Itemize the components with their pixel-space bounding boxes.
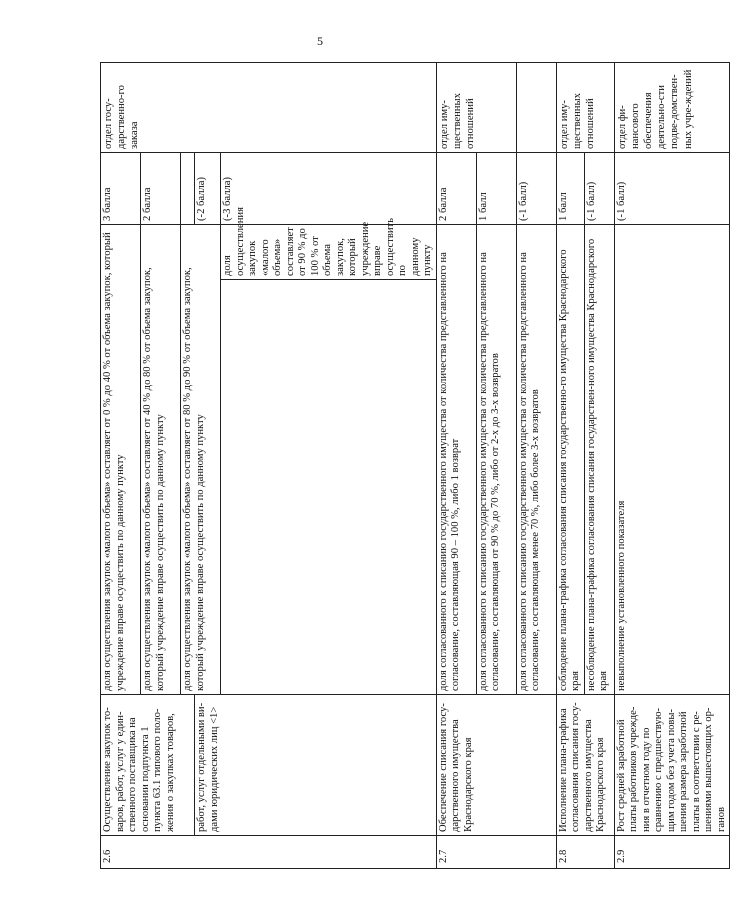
table-row	[556, 62, 584, 868]
row-number: 2.9	[614, 836, 730, 869]
score-cell: (-1 балл)	[584, 152, 614, 224]
criterion-cell: невыполнение установленного показателя	[614, 224, 730, 694]
criterion-cell: доля осуществления закупок «малого объема» составляет от 80 % до 90 % от объема закупок, который учреждение вправе осуществить по данному пункту	[181, 224, 221, 694]
table-row	[436, 62, 476, 868]
rotated-table-container	[100, 63, 727, 869]
responsible-cell: отдел госу-дарственно-го заказа	[101, 62, 437, 152]
indicator-cell: Рост средней заработной платы работников учрежде-ния в отчетном году по сравнению с предшествую-щим годом без учета повы-шения размера заработной платы в соответствии с ре-шениями вышестоящих ор-ганов	[614, 695, 730, 836]
criterion-cell: доля осуществления закупок «малого объема» составляет от 90 % до 100 % от объема закупок, который учреждение вправе осуществить по данному пункту	[221, 224, 437, 279]
indicator-cell: работ, услуг отдельными ви-дами юридических лиц <1>	[195, 695, 437, 836]
indicator-cell: Исполнение плана-графика согласования списания госу-дарственного имущества Краснодарского края	[556, 695, 614, 836]
criterion-cell: соблюдение плана-графика согласования списания государственно-го имущества Краснодарского края	[556, 224, 584, 694]
page-number: 5	[317, 34, 323, 48]
score-cell: (-1 балл)	[516, 152, 556, 224]
indicator-cell: Обеспечение списания госу-дарственного имущества Краснодарского края	[436, 695, 556, 836]
indicator-cell: Осуществление закупок то-варов, работ, услуг у един-ственного поставщика на основании подпункта 1 пункта 63.1 типового поло-жения о закупках товаров,	[101, 695, 195, 836]
row-number: 2.7	[436, 836, 556, 869]
responsible-cell: отдел иму-щественных отношений	[436, 62, 516, 152]
criterion-cell: доля осуществления закупок «малого объема» составляет от 0 % до 40 % от объема закупок, который учреждение вправе осуществить по данному пункту	[101, 224, 141, 694]
criterion-indent-cell	[221, 280, 437, 695]
score-cell: (-1 балл)	[614, 152, 730, 224]
responsible-cell: отдел иму-щественных отношений	[556, 62, 614, 152]
criterion-cell: доля согласованного к списанию государственного имущества от количества представленного на согласование, составляющая 90 – 100 %, либо 1 возврат	[436, 224, 476, 694]
table-row	[101, 62, 141, 868]
score-cell: 1 балл	[476, 152, 516, 224]
criterion-cell: доля согласованного к списанию государственного имущества от количества представленного на согласование, составляющая менее 70 %, либо более 3-х возвратов	[516, 224, 556, 694]
responsible-cell: отдел фи-нансового обеспечения деятельно-сти подве-домствен-ных учре-ждений	[614, 62, 730, 152]
table-row	[614, 62, 730, 868]
responsible-cell-empty	[516, 62, 556, 152]
row-number: 2.6	[101, 836, 437, 869]
score-cell: 1 балл	[556, 152, 584, 224]
criterion-cell: несоблюдение плана-графика согласования списания государствен-ного имущества Краснодарского края	[584, 224, 614, 694]
score-cell-empty	[181, 152, 195, 224]
score-cell: 2 балла	[141, 152, 181, 224]
criterion-cell: доля осуществления закупок «малого объема» составляет от 40 % до 80 % от объема закупок, который учреждение вправе осуществить по данному пункту	[141, 224, 181, 694]
score-cell: (-3 балла)	[221, 152, 437, 224]
score-cell: 3 балла	[101, 152, 141, 224]
score-cell: 2 балла	[436, 152, 476, 224]
row-number: 2.8	[556, 836, 614, 869]
score-cell: (-2 балла)	[195, 152, 221, 224]
criterion-cell: доля согласованного к списанию государственного имущества от количества представленного на согласование, составляющая от 90 % до 70 %, либо от 2-х до 3-х возвратов	[476, 224, 516, 694]
criteria-table	[100, 62, 730, 869]
